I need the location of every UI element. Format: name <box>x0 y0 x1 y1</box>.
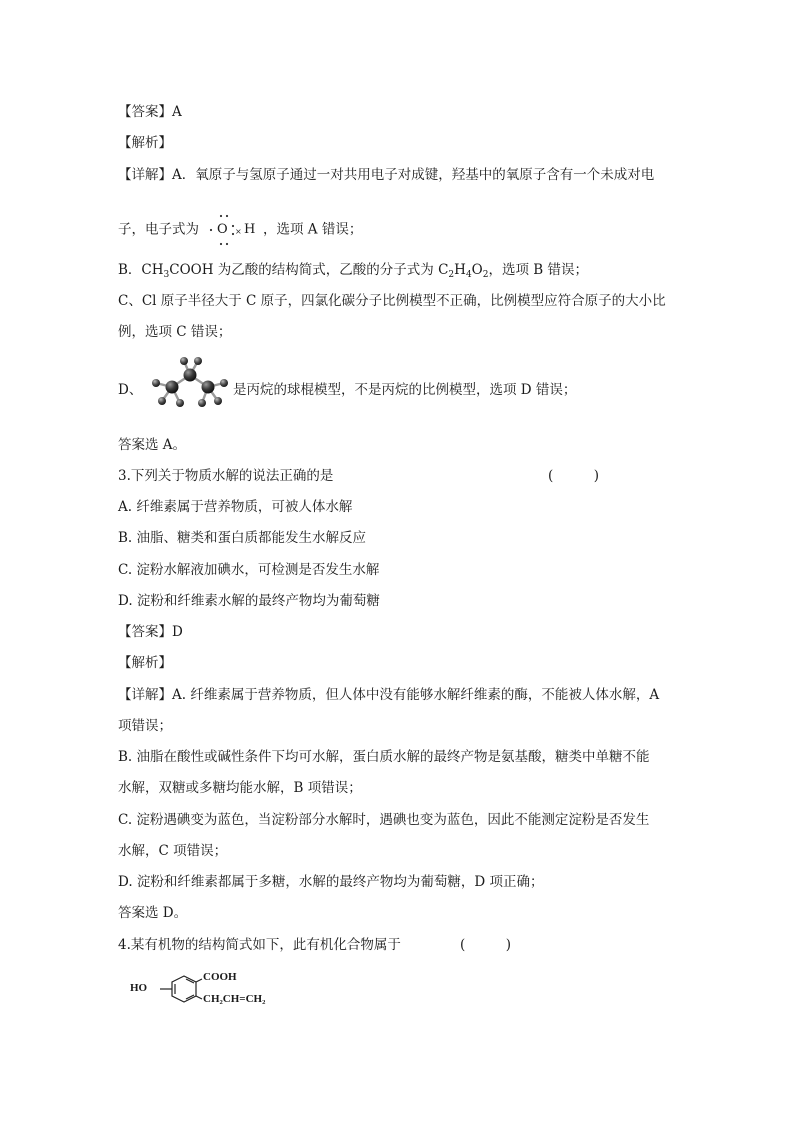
q2-conclusion: 答案选 A。 <box>118 437 187 453</box>
q4-answer-bracket: ( ) <box>460 937 512 953</box>
q4-carboxyl-label: COOH <box>203 971 237 983</box>
q2-detail-b-sub4: 2 <box>482 270 489 280</box>
q2-detail-b-text2: COOH 为乙酸的结构简式，乙酸的分子式为 C <box>169 262 449 278</box>
q2-detail-b-text4: O <box>471 262 483 278</box>
q3-option-b: B. 油脂、糖类和蛋白质都能发生水解反应 <box>118 530 367 546</box>
q3-detail-a-line1: 【详解】A. 纤维素属于营养物质，但人体中没有能够水解纤维素的酶，不能被人体水解，A <box>118 687 660 703</box>
propane-ball-and-stick-model <box>148 355 232 411</box>
hydroxyl-h-symbol: H <box>244 222 256 237</box>
q4-stem: 4.某有机物的结构简式如下，此有机化合物属于 <box>118 937 401 953</box>
q2-detail-a-line2-pre: 子，电子式为 <box>118 221 199 238</box>
q2-detail-d-pre: D、 <box>118 382 143 398</box>
q2-detail-b-text5: ，选项 B 错误； <box>488 262 588 278</box>
q4-allyl-chain-label: CH₂CH=CH₂ <box>203 993 266 1005</box>
q4-structural-formula <box>130 970 290 1012</box>
q3-conclusion: 答案选 D。 <box>118 905 188 921</box>
q3-stem: 3.下列关于物质水解的说法正确的是 <box>118 468 334 484</box>
q3-option-a: A. 纤维素属于营养物质，可被人体水解 <box>118 499 353 515</box>
q4-hydroxyl-label: HO <box>130 982 148 994</box>
q2-detail-b-text3: H <box>454 262 466 278</box>
q3-option-d: D. 淀粉和纤维素水解的最终产物均为葡萄糖 <box>118 593 380 609</box>
q3-detail-b-line1: B. 油脂在酸性或碱性条件下均可水解，蛋白质水解的最终产物是氨基酸，糖类中单糖不能 <box>118 749 650 765</box>
q2-answer: 【答案】A <box>118 104 182 120</box>
q3-analysis-heading: 【解析】 <box>118 655 172 671</box>
q2-detail-a-line2 <box>118 212 362 248</box>
q2-detail-b <box>118 261 588 279</box>
q3-detail-c-line2: 水解，C 项错误； <box>118 843 228 859</box>
q3-answer-bracket: ( ) <box>548 468 600 484</box>
q2-detail-d-post: 是丙烷的球棍模型，不是丙烷的比例模型，选项 D 错误； <box>233 382 577 398</box>
q2-analysis-heading: 【解析】 <box>118 135 172 151</box>
hydroxyl-electron-formula <box>205 212 257 248</box>
svg-text:×: × <box>235 227 242 236</box>
q2-detail-c-line1: C、Cl 原子半径大于 C 原子，四氯化碳分子比例模型不正确，比例模型应符合原子的大小比 <box>118 293 666 309</box>
q2-detail-b-sub2: 2 <box>448 270 455 280</box>
q2-detail-b-text1: B．CH <box>118 262 164 278</box>
q3-detail-d: D. 淀粉和纤维素都属于多糖，水解的最终产物均为葡萄糖，D 项正确； <box>118 874 544 890</box>
q2-detail-c-line2: 例，选项 C 错误； <box>118 324 232 340</box>
q2-detail-a-line2-post: ，选项 A 错误； <box>263 221 363 238</box>
q2-detail-b-sub1: 3 <box>163 270 170 280</box>
q2-detail-b-sub3: 4 <box>465 270 472 280</box>
q3-detail-c-line1: C. 淀粉遇碘变为蓝色，当淀粉部分水解时，遇碘也变为蓝色，因此不能测定淀粉是否发生 <box>118 812 650 828</box>
hydroxyl-o-symbol: O <box>217 222 228 237</box>
q2-detail-a-line1: 【详解】A．氧原子与氢原子通过一对共用电子对成键，羟基中的氧原子含有一个未成对电 <box>118 167 655 183</box>
q3-detail-b-line2: 水解，双糖或多糖均能水解，B 项错误； <box>118 780 362 796</box>
q3-option-c: C. 淀粉水解液加碘水，可检测是否发生水解 <box>118 562 380 578</box>
q3-detail-a-line2: 项错误； <box>118 718 172 734</box>
q3-answer: 【答案】D <box>118 624 183 640</box>
